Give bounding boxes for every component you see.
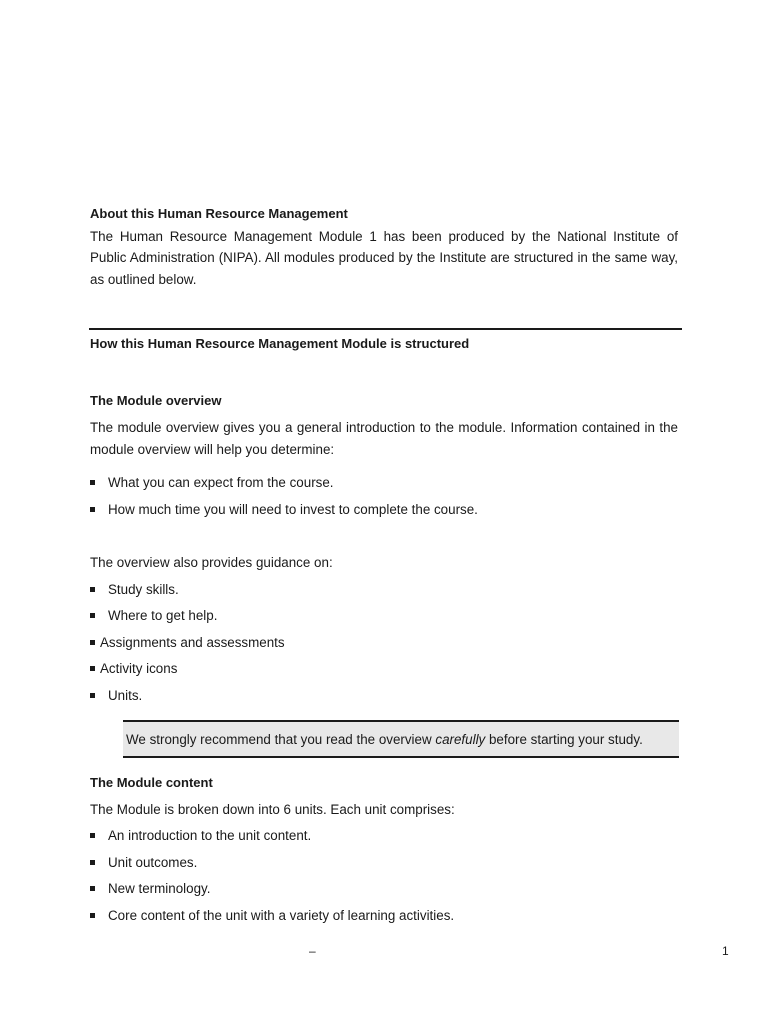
recommendation-callout: [123, 720, 679, 758]
page-content: [90, 203, 678, 926]
list-item: What you can expect from the course.: [90, 472, 678, 494]
list-item: Study skills.: [90, 579, 678, 601]
square-bullet-icon: [90, 587, 95, 592]
overview-heading: The Module overview: [90, 392, 222, 408]
callout-text-before: We strongly recommend that you read the overview: [126, 732, 436, 747]
footer-dash: –: [309, 944, 316, 958]
list-item: Unit outcomes.: [90, 852, 678, 874]
square-bullet-icon: [90, 913, 95, 918]
content-paragraph: The Module is broken down into 6 units. Each unit comprises:: [90, 801, 455, 817]
guidance-list: [90, 579, 678, 707]
about-paragraph: The Human Resource Management Module 1 has been produced by the National Institute of Public Administration (NIPA). All modules produced by the Institute are structured in the same way, as outlined below.: [90, 228, 678, 287]
list-item: How much time you will need to invest to complete the course.: [90, 499, 678, 521]
square-bullet-icon: [90, 860, 95, 865]
square-bullet-icon: [90, 613, 95, 618]
list-item: An introduction to the unit content.: [90, 825, 678, 847]
list-item: Where to get help.: [90, 605, 678, 627]
square-bullet-icon: [90, 666, 95, 671]
page-number: 1: [722, 944, 729, 958]
list-item: Units.: [90, 685, 678, 707]
callout-emphasis: carefully: [435, 732, 486, 747]
square-bullet-icon: [90, 507, 95, 512]
list-item: Activity icons: [90, 658, 678, 680]
square-bullet-icon: [90, 693, 95, 698]
square-bullet-icon: [90, 480, 95, 485]
about-heading: About this Human Resource Management: [90, 206, 348, 221]
square-bullet-icon: [90, 886, 95, 891]
list-item: Core content of the unit with a variety of learning activities.: [90, 905, 678, 927]
list-item: Assignments and assessments: [90, 632, 678, 654]
overview-paragraph: The module overview gives you a general introduction to the module. Information contained in the module overview will help you determine:: [90, 420, 678, 457]
content-list: [90, 825, 678, 926]
square-bullet-icon: [90, 833, 95, 838]
structure-heading: How this Human Resource Management Module is structured: [90, 336, 470, 351]
callout-text-after: before starting your study.: [485, 732, 643, 747]
section-rule: [89, 328, 682, 330]
guidance-intro: The overview also provides guidance on:: [90, 555, 333, 570]
list-item: New terminology.: [90, 878, 678, 900]
square-bullet-icon: [90, 640, 95, 645]
determine-list: [90, 472, 678, 520]
content-heading: The Module content: [90, 775, 213, 790]
